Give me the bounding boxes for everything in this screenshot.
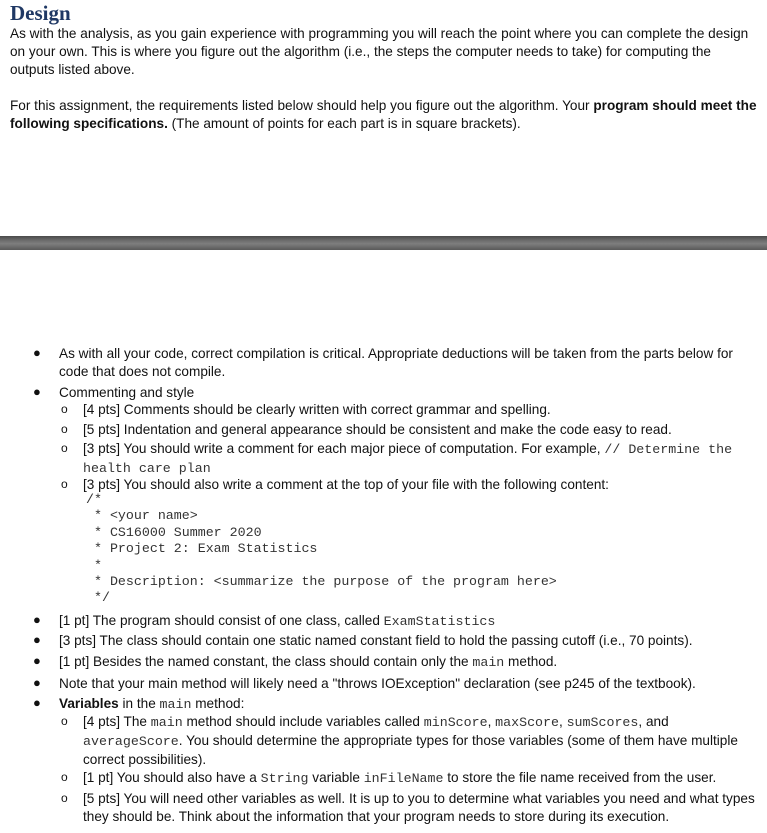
section-heading: Design <box>10 1 71 25</box>
sub-bullet-icon: o <box>61 791 68 805</box>
list-item-main-only: [1 pt] Besides the named constant, the class should contain only the main method. <box>59 654 558 670</box>
sub-bullet-icon: o <box>61 477 68 491</box>
sub-bullet-icon: o <box>61 714 68 728</box>
specifications-emphasis: program should meet the following specifications. <box>10 98 757 131</box>
sub-item-string-variable: [1 pt] You should also have a String variable inFileName to store the file name received from the user. <box>83 770 717 786</box>
bullet-icon: ● <box>33 612 41 627</box>
sub-bullet-icon: o <box>61 441 68 455</box>
class-name-code: ExamStatistics <box>383 614 496 629</box>
sub-item-score-variables: [4 pts] The main method should include variables called minScore, maxScore, sumScores, and averageScore. You should determine the appropriate types for those variables (some of them have multiple correct possibilities). <box>83 714 738 767</box>
bullet-icon: ● <box>33 345 41 360</box>
list-item-one-class: [1 pt] The program should consist of one class, called ExamStatistics <box>59 613 496 629</box>
header-comment-code-block: /* * <your name> * CS16000 Summer 2020 * Project 2: Exam Statistics * * Description: <summarize the purpose of the program here> */ <box>86 492 557 606</box>
bullet-icon: ● <box>33 675 41 690</box>
list-item-static-field: [3 pts] The class should contain one static named constant field to hold the passing cutoff (i.e., 70 points). <box>59 633 693 648</box>
list-item-throws-note: Note that your main method will likely need a "throws IOException" declaration (see p245 of the textbook). <box>59 676 696 691</box>
list-item-compilation: As with all your code, correct compilation is critical. Appropriate deductions will be taken from the parts below for code that does not compile. <box>59 346 733 379</box>
sub-item-comments-grammar: [4 pts] Comments should be clearly written with correct grammar and spelling. <box>83 402 551 417</box>
intro-paragraph: As with the analysis, as you gain experience with programming you will reach the point where you can complete the design on your own. This is where you figure out the algorithm (i.e., the steps the computer needs to take) for computing the outputs listed above. <box>10 26 749 77</box>
bullet-icon: ● <box>33 384 41 399</box>
sub-bullet-icon: o <box>61 422 68 436</box>
sub-item-header-comment: [3 pts] You should also write a comment at the top of your file with the following content: <box>83 477 609 492</box>
sub-bullet-icon: o <box>61 770 68 784</box>
page-break-divider <box>0 236 767 250</box>
bullet-icon: ● <box>33 653 41 668</box>
bullet-icon: ● <box>33 695 41 710</box>
sub-bullet-icon: o <box>61 402 68 416</box>
requirements-paragraph: For this assignment, the requirements listed below should help you figure out the algorithm. Your program should meet the following specifications. (The amount of points for each part is in square brackets). <box>10 98 757 131</box>
sub-item-indentation: [5 pts] Indentation and general appearance should be consistent and make the code easy to read. <box>83 422 672 437</box>
code-example: // Determine the health care plan <box>83 442 733 476</box>
sub-item-other-variables: [5 pts] You will need other variables as well. It is up to you to determine what variables you need and what types they should be. Think about the information that your program needs to store during its execution. <box>83 791 755 824</box>
list-item-variables: Variables in the main method: <box>59 696 245 712</box>
sub-item-major-comment: [3 pts] You should write a comment for each major piece of computation. For example, // Determine the health care plan <box>83 441 733 476</box>
list-item-commenting: Commenting and style <box>59 385 195 400</box>
bullet-icon: ● <box>33 632 41 647</box>
